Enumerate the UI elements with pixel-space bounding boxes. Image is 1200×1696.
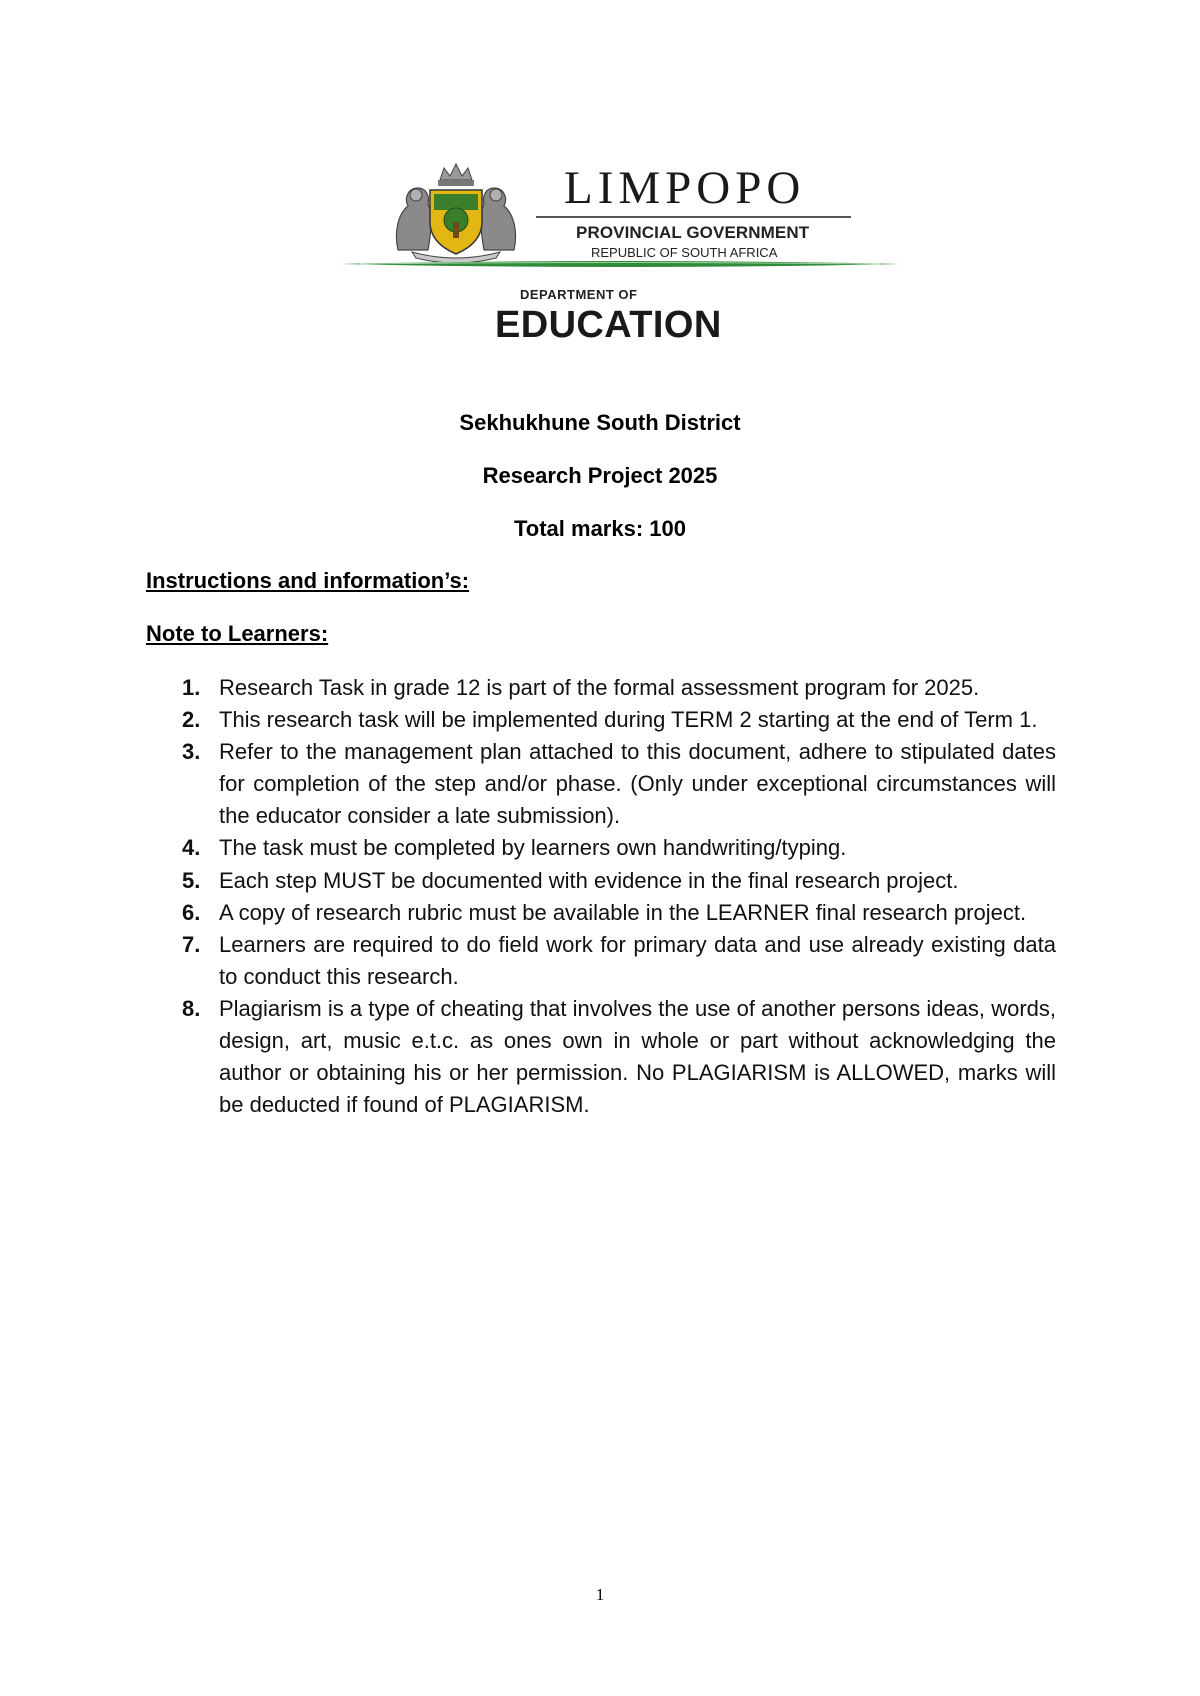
list-item-text: Each step MUST be documented with evidence in the final research project. xyxy=(219,867,959,893)
wordmark xyxy=(536,164,846,260)
department-name: EDUCATION xyxy=(495,304,722,346)
list-item xyxy=(146,672,1056,704)
list-item-number: 5. xyxy=(182,867,201,893)
list-item-number: 1. xyxy=(182,675,201,700)
green-swoosh-divider xyxy=(340,258,900,272)
list-item xyxy=(146,832,1056,864)
department-prefix: DEPARTMENT OF xyxy=(520,287,638,302)
page-number: 1 xyxy=(595,1585,605,1604)
list-item-text: Research Task in grade 12 is part of the formal assessment program for 2025. xyxy=(219,675,980,700)
project-title: Research Project 2025 xyxy=(482,463,718,488)
list-item-number: 4. xyxy=(182,835,201,861)
instructions-heading: Instructions and information’s: xyxy=(146,568,470,593)
total-marks: Total marks: 100 xyxy=(513,516,686,541)
note-heading: Note to Learners: xyxy=(146,621,329,646)
list-item-text: The task must be completed by learners own handwriting/typing. xyxy=(219,835,847,861)
instructions-list xyxy=(146,672,1056,1121)
logo-title: LIMPOPO xyxy=(564,162,806,214)
list-item-text: Learners are required to do field work for primary data and use already existing data to conduct this research. xyxy=(219,931,1056,989)
list-item-number: 7. xyxy=(182,931,201,957)
list-item xyxy=(146,993,1056,1121)
wordmark-divider xyxy=(536,216,851,218)
list-item-number: 8. xyxy=(182,995,201,1021)
list-item-text: Refer to the management plan attached to this document, adhere to stipulated dates for completion of the step and/or phase. (Only under exceptional circumstances will the educator consider a late submission). xyxy=(219,739,1056,829)
list-item-number: 3. xyxy=(182,739,201,765)
limpopo-education-logo xyxy=(340,158,900,348)
list-item xyxy=(146,897,1056,929)
district-title: Sekhukhune South District xyxy=(459,410,741,435)
logo-subtitle: PROVINCIAL GOVERNMENT xyxy=(576,223,810,242)
list-item-text: A copy of research rubric must be available in the LEARNER final research project. xyxy=(219,899,1027,925)
list-item xyxy=(146,704,1056,736)
list-item xyxy=(146,865,1056,897)
list-item-text: Plagiarism is a type of cheating that involves the use of another persons ideas, words, design, art, music e.t.c. as ones own in whole or part without acknowledging the author or obtaining his or her permission. No PLAGIARISM is ALLOWED, marks will be deducted if found of PLAGIARISM. xyxy=(219,995,1056,1118)
list-item xyxy=(146,736,1056,832)
coat-of-arms-icon xyxy=(392,162,520,262)
list-item-text: This research task will be implemented during TERM 2 starting at the end of Term 1. xyxy=(219,707,1038,733)
logo-country: REPUBLIC OF SOUTH AFRICA xyxy=(591,245,778,260)
list-item-number: 2. xyxy=(182,707,201,733)
list-item-number: 6. xyxy=(182,899,201,925)
list-item xyxy=(146,929,1056,993)
